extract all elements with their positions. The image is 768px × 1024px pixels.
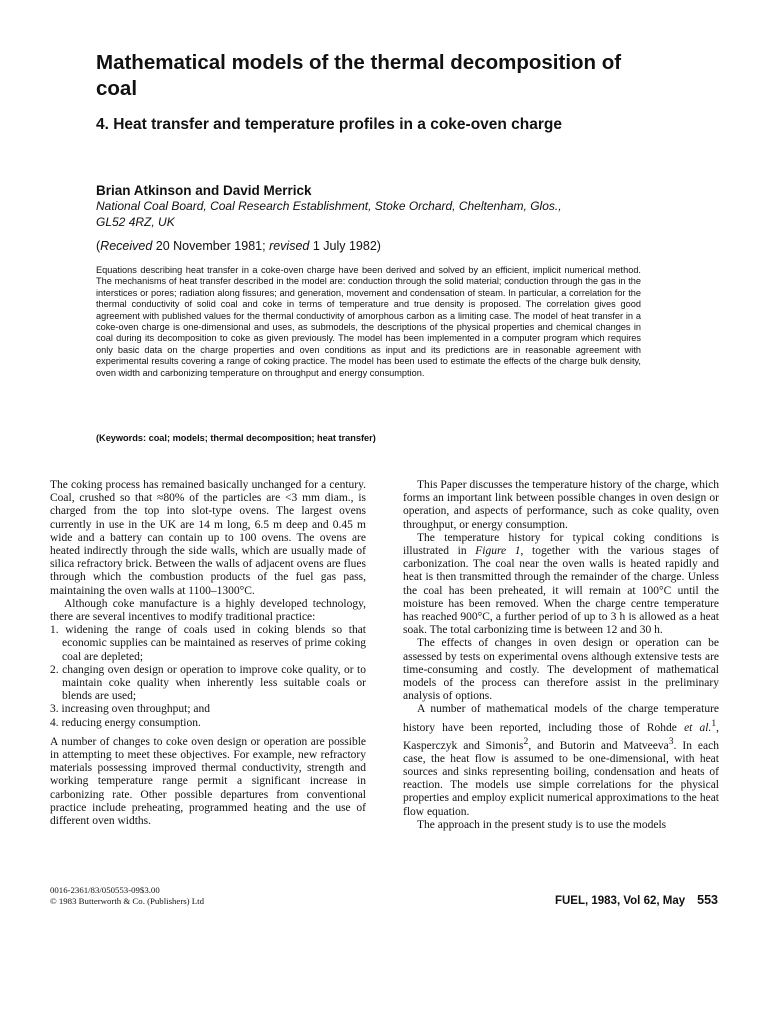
affiliation xyxy=(96,198,696,230)
citation-ref[interactable]: 2 xyxy=(523,735,529,747)
page-number: 553 xyxy=(697,893,718,907)
received-label: Received xyxy=(100,239,153,253)
figure-reference[interactable]: Figure 1 xyxy=(475,545,521,558)
paragraph: The approach in the present study is to use the models xyxy=(417,818,667,831)
list-item: 3. increasing oven throughput; and xyxy=(50,703,211,716)
author-list: Brian Atkinson and David Merrick xyxy=(96,183,312,198)
article-title: Mathematical models of the thermal decomposition of coal xyxy=(96,51,622,100)
et-al: et al. xyxy=(684,721,712,734)
paragraph: This Paper discusses the temperature history of the charge, which forms an important link between possible changes in oven design or operation, and aspects of performance, such as coke quality, oven throughput, or energy consumption. xyxy=(403,479,719,531)
list-item: 4. reducing energy consumption. xyxy=(50,716,201,729)
paragraph xyxy=(403,532,719,638)
received-date: 20 November 1981 xyxy=(155,239,263,253)
article-subtitle: 4. Heat transfer and temperature profiles in a coke-oven charge xyxy=(96,116,563,133)
abstract: Equations describing heat transfer in a coke-oven charge have been derived and solved by an efficient, implicit numerical method. The mechanisms of heat transfer described in the model are: conduction through the solid material; conduction through the gas in the interstices or pores; radiation along fissures; and generation, movement and condensation of steam. In particular, a correlation for the thermal conductivity of solid coal and coke in terms of temperature and true density is proposed. The correlation gives good agreement with published values for the thermal conductivity of amorphous carbon as a limiting case. The model of heat transfer in a coke-oven charge is one-dimensional and uses, as submodels, the descriptions of the physical properties and chemical changes in coal during its decomposition to coke as given previously. The model has been implemented in a computer program which requires only basic data on the charge properties and oven conditions as input and its predictions are in reasonable agreement with experimental results covering a range of coking practice. The model has been used to estimate the effects of the charge bulk density, oven width and carbonizing temperature on throughput and energy consumption. xyxy=(96,265,641,378)
paragraph: Although coke manufacture is a highly developed technology, there are several incentives to modify traditional practice: xyxy=(50,597,366,624)
revised-label: revised xyxy=(269,239,310,253)
affiliation-line-1: National Coal Board, Coal Research Establishment, Stoke Orchard, Cheltenham, Glos., xyxy=(96,199,562,213)
paragraph: The coking process has remained basically unchanged for a century. Coal, crushed so that ≈80% of the particles are <3 mm diam., is charged from the top into slot-type ovens. The largest ovens currently in use in the UK are 14 m long, 6.5 m deep and 0.45 m wide and a battery can contain up to 100 ovens. The ovens are heated indirectly through the side walls, which are usually made of silica refractory brick. Between the walls of adjacent ovens are flues through which the combustion products of the fuel gas pass, maintaining the oven walls at 1100–1300°C. xyxy=(50,479,366,597)
received-dates: (Received 20 November 1981; revised 1 July 1982) xyxy=(96,239,381,253)
text-run: , Kasperczyk and Simonis xyxy=(403,721,720,752)
affiliation-line-2: GL52 4RZ, UK xyxy=(96,215,175,229)
footer-journal xyxy=(555,893,718,907)
incentive-list xyxy=(50,624,366,730)
text-run: The temperature history for typical coking conditions is illustrated in xyxy=(403,531,719,558)
list-item: 2. changing oven design or operation to improve coke quality, or to maintain coke quality when inherently less suitable coals or blends are used; xyxy=(50,663,366,703)
text-run: , and Butorin and Matveeva xyxy=(528,739,669,752)
text-run: . In each case, the heat flow is assumed to be one-dimensional, with heat sources and sinks representing boiling, condensation and heats of reaction. The models use simple correlations for the physical properties and employ explicit numerical approximations to the heat flow equation. xyxy=(403,739,719,818)
list-item: 1. widening the range of coals used in coking blends so that economic supplies can be maintained as reserves of prime coking coal are depleted; xyxy=(50,624,366,663)
citation-ref[interactable]: 3 xyxy=(668,735,674,747)
footer-publisher xyxy=(50,885,370,906)
keywords: (Keywords: coal; models; thermal decomposition; heat transfer) xyxy=(96,433,376,443)
paragraph: The effects of changes in oven design or operation can be assessed by tests on experimental ovens although extensive tests are time-consuming and costly. The development of mathematical models of the process can therefore assist in the preliminary analysis of options. xyxy=(403,637,719,703)
body-column-right xyxy=(403,479,719,832)
text-run: A number of mathematical models of the charge temperature history have been reported, including those of Rohde xyxy=(403,703,719,734)
body-column-left xyxy=(50,479,366,828)
article-code: 0016-2361/83/050553-09$3.00 xyxy=(50,885,160,895)
paragraph: A number of changes to coke oven design or operation are possible in attempting to meet these objectives. For example, new refractory materials possessing improved thermal conductivity, strength and working temperature range permit a significant increase in carbonizing rate. Other possible departures from conventional practice include preheating, programmed heating and the use of different oven widths. xyxy=(50,735,366,828)
citation-ref[interactable]: 1 xyxy=(711,717,717,729)
copyright: © 1983 Butterworth & Co. (Publishers) Ltd xyxy=(50,895,205,906)
text-run: , together with the various stages of carbonization. The coal near the oven walls is heated rapidly and heat is then transmitted through the remainder of the charge. Unless the coal has been preheated, it will remain at 100°C until the moisture has been removed. When the charge centre temperature has reached 900°C, a further period of up to 3 h is allowed as a heat soak. The total carbonizing time is between 12 and 30 h. xyxy=(403,545,719,637)
journal-citation: FUEL, 1983, Vol 62, May xyxy=(554,895,686,907)
revised-date: 1 July 1982 xyxy=(312,239,377,253)
paragraph xyxy=(403,703,719,818)
